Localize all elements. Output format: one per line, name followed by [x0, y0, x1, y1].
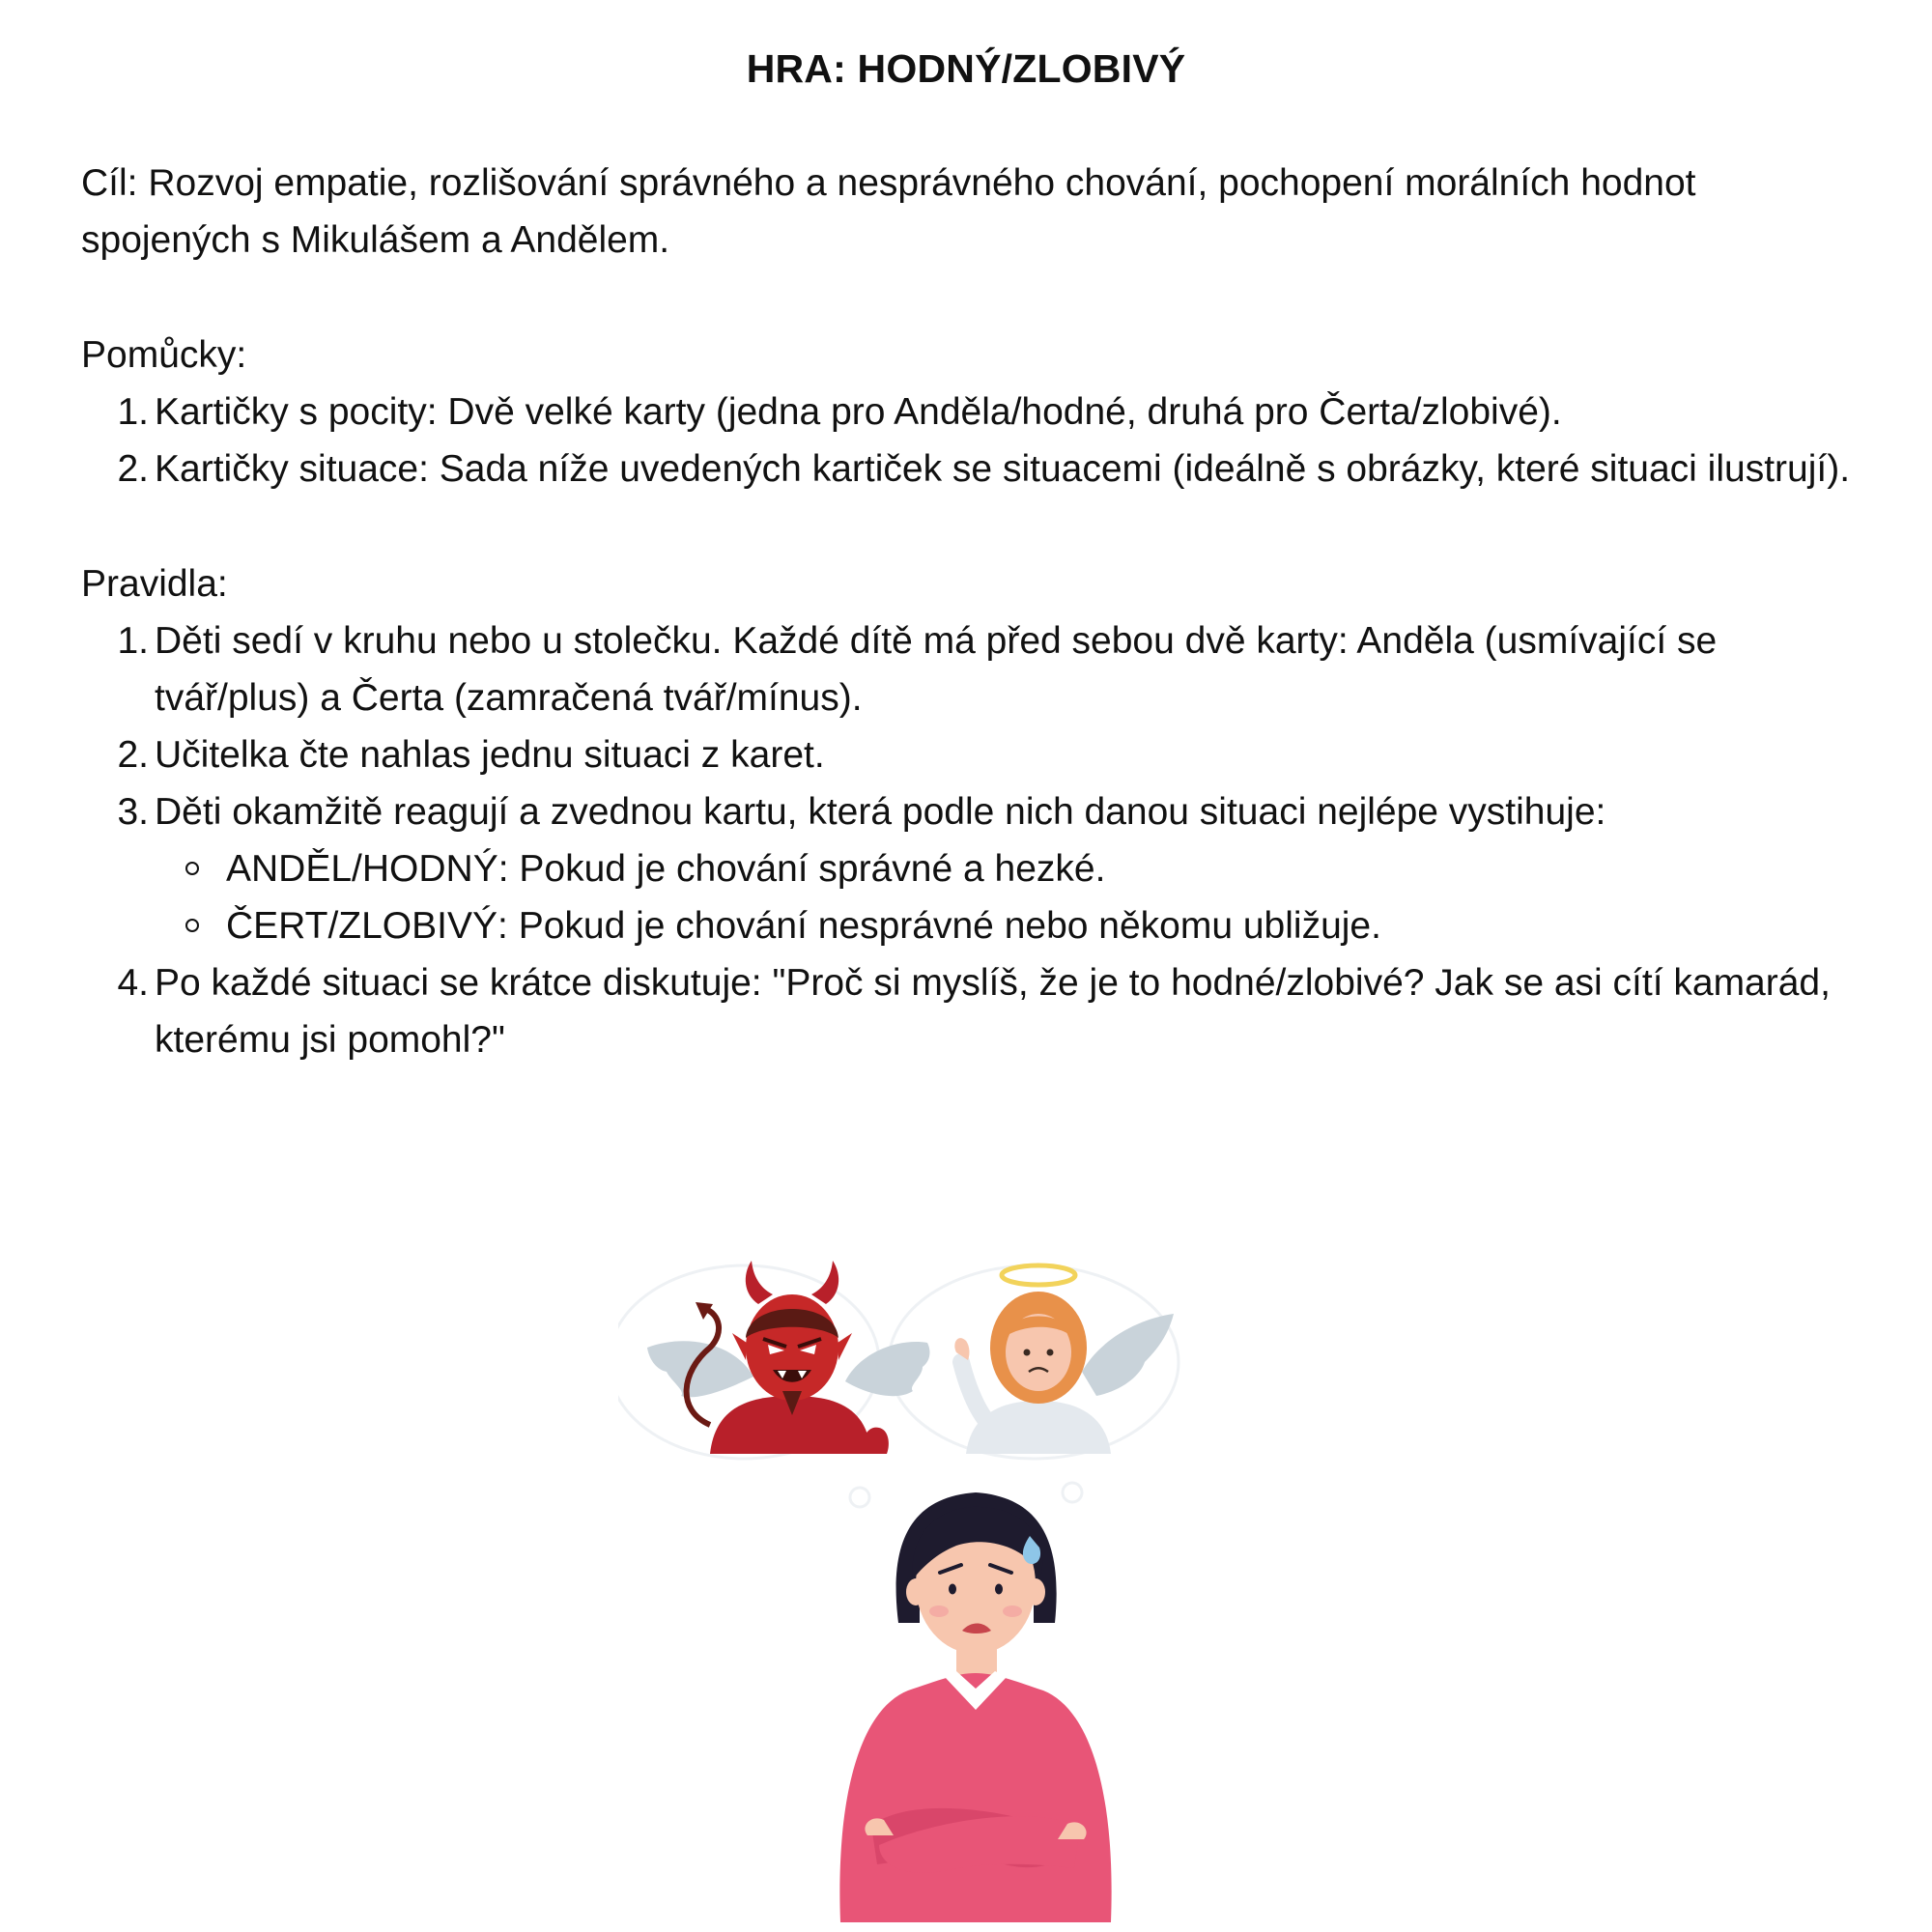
aids-list: [81, 384, 1868, 497]
list-item-text: Děti okamžitě reagují a zvednou kartu, která podle nich danou situaci nejlépe vystihuje:: [155, 791, 1606, 833]
sub-list-item-text: ANDĚL/HODNÝ: Pokud je chování správné a hezké.: [226, 848, 1106, 890]
circle-bullet-icon: [185, 919, 199, 932]
sub-list-item: [155, 897, 1868, 954]
list-number: 4.: [117, 962, 149, 1004]
sub-list-item: [155, 840, 1868, 897]
goal-paragraph: Cíl: Rozvoj empatie, rozlišování správného a nesprávného chování, pochopení morálních hodnot spojených s Mikulášem a Andělem.: [81, 162, 1696, 261]
list-item: [81, 440, 1868, 497]
document-body: [81, 155, 1868, 1068]
list-item: [81, 783, 1868, 954]
rules-list: [81, 612, 1868, 1068]
list-number: 3.: [117, 791, 149, 833]
list-item-text: Děti sedí v kruhu nebo u stolečku. Každé dítě má před sebou dvě karty: Anděla (usmívající se tvář/plus) a Čerta (zamračená tvář/mínus).: [155, 620, 1718, 719]
list-item: [81, 726, 1868, 783]
aids-heading: Pomůcky:: [81, 334, 247, 376]
illustration: [618, 1256, 1333, 1922]
circle-bullet-icon: [185, 862, 199, 875]
list-item-text: Učitelka čte nahlas jednu situaci z karet.: [155, 734, 825, 776]
page-title: HRA: HODNÝ/ZLOBIVÝ: [746, 46, 1186, 91]
sub-list: [155, 840, 1868, 954]
list-item: [81, 954, 1868, 1068]
list-item-text: Kartičky situace: Sada níže uvedených kartiček se situacemi (ideálně s obrázky, které situaci ilustrují).: [155, 448, 1851, 490]
list-item: [81, 612, 1868, 726]
rules-heading: Pravidla:: [81, 563, 228, 605]
worried-woman-icon: [839, 1492, 1111, 1922]
list-number: 2.: [117, 448, 149, 490]
list-number: 1.: [117, 391, 149, 433]
list-item-text: Kartičky s pocity: Dvě velké karty (jedna pro Anděla/hodné, druhá pro Čerta/zlobivé).: [155, 391, 1562, 433]
devil-icon: [647, 1261, 929, 1454]
list-number: 2.: [117, 734, 149, 776]
sub-list-item-text: ČERT/ZLOBIVÝ: Pokud je chování nesprávné nebo někomu ubližuje.: [226, 905, 1381, 947]
list-item-text: Po každé situaci se krátce diskutuje: "Proč si myslíš, že je to hodné/zlobivé? Jak se asi cítí kamarád, kterému jsi pomohl?": [155, 962, 1831, 1061]
list-number: 1.: [117, 620, 149, 662]
list-item: [81, 384, 1868, 440]
